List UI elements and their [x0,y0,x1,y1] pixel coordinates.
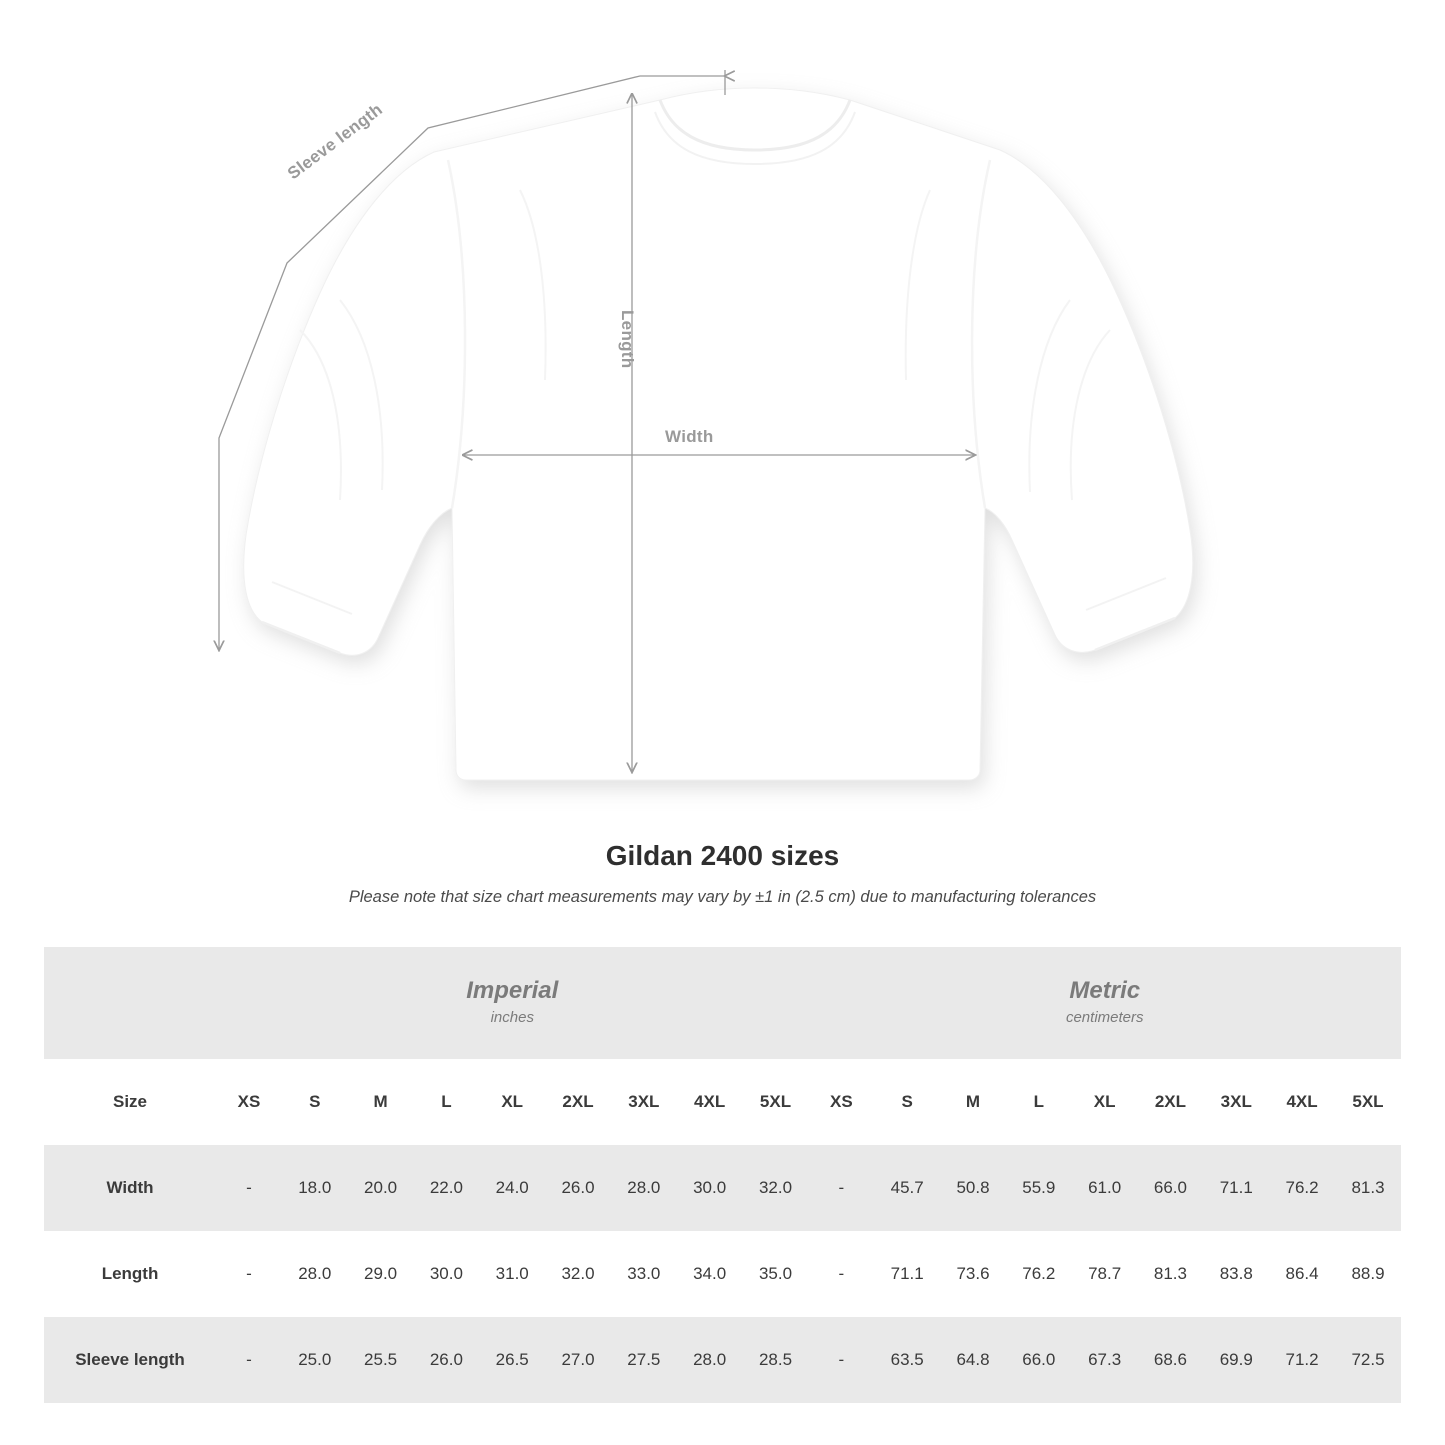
size-header-xs-met: XS [808,1059,874,1145]
cell-sleeve-8: 28.5 [743,1317,809,1403]
unit-group-imperial-sub: inches [490,1009,534,1026]
unit-header-row [44,947,1401,1059]
table-row [44,1317,1401,1403]
size-header-xl-imp: XL [479,1059,545,1145]
cell-length-10: 71.1 [874,1231,940,1317]
cell-width-11: 50.8 [940,1145,1006,1231]
cell-length-17: 88.9 [1335,1231,1401,1317]
cell-width-10: 45.7 [874,1145,940,1231]
shirt-body-shape [244,88,1193,780]
cell-sleeve-4: 26.5 [479,1317,545,1403]
cell-width-14: 66.0 [1138,1145,1204,1231]
page-title: Gildan 2400 sizes [605,840,840,871]
sleeve-length-label: Sleeve length [284,99,387,184]
size-header-row [44,1059,1401,1145]
cell-sleeve-13: 67.3 [1072,1317,1138,1403]
row-label-length: Length [44,1231,216,1317]
size-header-m-met: M [940,1059,1006,1145]
cell-length-3: 30.0 [413,1231,479,1317]
cell-sleeve-12: 66.0 [1006,1317,1072,1403]
cell-width-4: 24.0 [479,1145,545,1231]
cell-width-16: 76.2 [1269,1145,1335,1231]
cell-length-11: 73.6 [940,1231,1006,1317]
cell-width-12: 55.9 [1006,1145,1072,1231]
cell-length-14: 81.3 [1138,1231,1204,1317]
cell-width-13: 61.0 [1072,1145,1138,1231]
cell-length-2: 29.0 [348,1231,414,1317]
size-header-xs-imp: XS [216,1059,282,1145]
width-label: Width [665,427,714,446]
cell-sleeve-11: 64.8 [940,1317,1006,1403]
size-header-5xl-imp: 5XL [743,1059,809,1145]
cell-width-5: 26.0 [545,1145,611,1231]
cell-width-3: 22.0 [413,1145,479,1231]
unit-spacer-cell [44,947,216,1059]
cell-sleeve-1: 25.0 [282,1317,348,1403]
cell-width-6: 28.0 [611,1145,677,1231]
size-header-3xl-imp: 3XL [611,1059,677,1145]
size-table [44,947,1401,1403]
cell-length-1: 28.0 [282,1231,348,1317]
cell-length-9: - [808,1231,874,1317]
size-header-l-met: L [1006,1059,1072,1145]
size-header-xl-met: XL [1072,1059,1138,1145]
cell-sleeve-9: - [808,1317,874,1403]
cell-sleeve-7: 28.0 [677,1317,743,1403]
table-row [44,1231,1401,1317]
cell-length-4: 31.0 [479,1231,545,1317]
cell-sleeve-3: 26.0 [413,1317,479,1403]
cell-sleeve-16: 71.2 [1269,1317,1335,1403]
cell-width-2: 20.0 [348,1145,414,1231]
unit-group-metric-sub: centimeters [1065,1009,1144,1026]
unit-group-metric-name: Metric [1069,977,1141,1004]
cell-length-0: - [216,1231,282,1317]
unit-group-imperial-name: Imperial [466,977,559,1004]
row-label-width: Width [44,1145,216,1231]
size-header-s-met: S [874,1059,940,1145]
size-header-2xl-met: 2XL [1138,1059,1204,1145]
cell-length-13: 78.7 [1072,1231,1138,1317]
cell-width-17: 81.3 [1335,1145,1401,1231]
cell-sleeve-14: 68.6 [1138,1317,1204,1403]
cell-width-1: 18.0 [282,1145,348,1231]
size-header-4xl-met: 4XL [1269,1059,1335,1145]
row-label-sleeve-length: Sleeve length [44,1317,216,1403]
cell-sleeve-6: 27.5 [611,1317,677,1403]
cell-width-9: - [808,1145,874,1231]
cell-width-7: 30.0 [677,1145,743,1231]
size-header-s-imp: S [282,1059,348,1145]
tolerance-note: Please note that size chart measurements may vary by ±1 in (2.5 cm) due to manufacturing tolerances [348,888,1097,906]
cell-length-15: 83.8 [1203,1231,1269,1317]
size-header-3xl-met: 3XL [1203,1059,1269,1145]
cell-sleeve-5: 27.0 [545,1317,611,1403]
cell-width-15: 71.1 [1203,1145,1269,1231]
cell-length-5: 32.0 [545,1231,611,1317]
size-table-wrap [44,947,1401,1403]
size-header-2xl-imp: 2XL [545,1059,611,1145]
title-block [0,840,1445,907]
cell-sleeve-0: - [216,1317,282,1403]
cell-width-8: 32.0 [743,1145,809,1231]
cell-sleeve-2: 25.5 [348,1317,414,1403]
cell-length-12: 76.2 [1006,1231,1072,1317]
size-header-label: Size [44,1059,216,1145]
size-header-l-imp: L [413,1059,479,1145]
cell-length-16: 86.4 [1269,1231,1335,1317]
cell-sleeve-10: 63.5 [874,1317,940,1403]
cell-length-8: 35.0 [743,1231,809,1317]
cell-sleeve-15: 69.9 [1203,1317,1269,1403]
unit-group-metric [808,947,1401,1059]
unit-group-imperial [216,947,808,1059]
length-label: Length [618,310,637,369]
cell-width-0: - [216,1145,282,1231]
cell-length-7: 34.0 [677,1231,743,1317]
cell-sleeve-17: 72.5 [1335,1317,1401,1403]
size-header-4xl-imp: 4XL [677,1059,743,1145]
cell-length-6: 33.0 [611,1231,677,1317]
size-header-5xl-met: 5XL [1335,1059,1401,1145]
table-row [44,1145,1401,1231]
size-header-m-imp: M [348,1059,414,1145]
